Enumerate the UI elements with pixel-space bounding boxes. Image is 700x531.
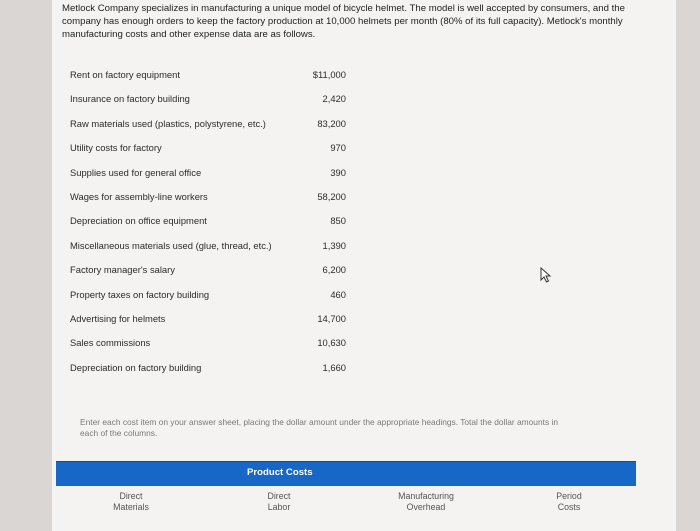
intro-line-1: Metlock Company specializes in manufacturing a unique model of bicycle helmet. The model is well accepted by consumers, and the	[62, 3, 625, 14]
cost-row	[70, 115, 355, 139]
cost-label: Property taxes on factory building	[70, 288, 210, 300]
cost-label: Depreciation on factory building	[70, 361, 202, 373]
cost-amount: 1,660	[322, 361, 346, 373]
column-header-line: Direct	[119, 491, 143, 501]
instructions-line-1: Enter each cost item on your answer sheet, placing the dollar amount under the appropriate headings. Total the dollar amounts in	[80, 417, 558, 427]
cost-label: Miscellaneous materials used (glue, thread, etc.)	[70, 239, 272, 251]
cost-label: Insurance on factory building	[70, 93, 190, 105]
cost-label: Advertising for helmets	[70, 312, 166, 324]
instructions-text	[80, 417, 650, 439]
worksheet-page	[52, 0, 676, 531]
mouse-pointer-icon	[540, 267, 552, 288]
cost-label: Supplies used for general office	[70, 166, 202, 178]
column-header-direct-materials	[102, 491, 160, 513]
instructions-line-2: each of the columns.	[80, 428, 158, 438]
cost-row	[70, 188, 355, 212]
cost-amount: 460	[330, 288, 346, 300]
cost-row	[70, 139, 355, 163]
column-header-period-costs	[544, 491, 594, 513]
cost-list	[70, 66, 355, 383]
cost-row	[70, 237, 355, 261]
cost-amount: 14,700	[317, 312, 346, 324]
cost-label: Raw materials used (plastics, polystyrene, etc.)	[70, 117, 266, 129]
column-header-line: Labor	[267, 502, 291, 512]
cost-label: Sales commissions	[70, 337, 151, 349]
cost-amount: 1,390	[322, 239, 346, 251]
cost-row	[70, 286, 355, 310]
cost-amount: 6,200	[322, 264, 346, 276]
column-header-manufacturing-overhead	[386, 491, 466, 513]
column-header-direct-labor	[254, 491, 304, 513]
cost-label: Wages for assembly-line workers	[70, 190, 208, 202]
column-header-line: Overhead	[406, 502, 446, 512]
product-costs-header	[56, 461, 636, 486]
cost-amount: 58,200	[317, 190, 346, 202]
cost-amount: $11,000	[312, 69, 346, 80]
cost-row	[70, 261, 355, 285]
cost-amount: 850	[330, 215, 346, 227]
column-header-line: Costs	[557, 502, 581, 512]
cost-row	[70, 66, 355, 90]
problem-intro	[62, 2, 662, 41]
cost-amount: 970	[330, 142, 346, 154]
column-header-line: Direct	[267, 491, 291, 501]
cost-row	[70, 164, 355, 188]
column-header-line: Materials	[113, 502, 149, 512]
cost-row	[70, 212, 355, 236]
intro-line-2: company has enough orders to keep the factory production at 10,000 helmets per month (80% of its full capacity). Metlock's monthly	[62, 16, 623, 27]
intro-line-3: manufacturing costs and other expense data are as follows.	[62, 29, 316, 40]
cost-amount: 83,200	[317, 117, 346, 129]
cost-label: Utility costs for factory	[70, 142, 162, 154]
product-costs-title: Product Costs	[247, 467, 313, 478]
cost-amount: 10,630	[317, 337, 346, 349]
cost-amount: 2,420	[322, 93, 346, 105]
column-header-line: Manufacturing	[398, 491, 454, 501]
cost-row	[70, 359, 355, 383]
column-header-line: Period	[556, 491, 582, 501]
cost-label: Factory manager's salary	[70, 264, 175, 276]
cost-label: Rent on factory equipment	[70, 69, 180, 80]
cost-amount: 390	[330, 166, 346, 178]
cost-row	[70, 90, 355, 114]
cost-label: Depreciation on office equipment	[70, 215, 207, 227]
cost-row	[70, 334, 355, 358]
cost-row	[70, 310, 355, 334]
